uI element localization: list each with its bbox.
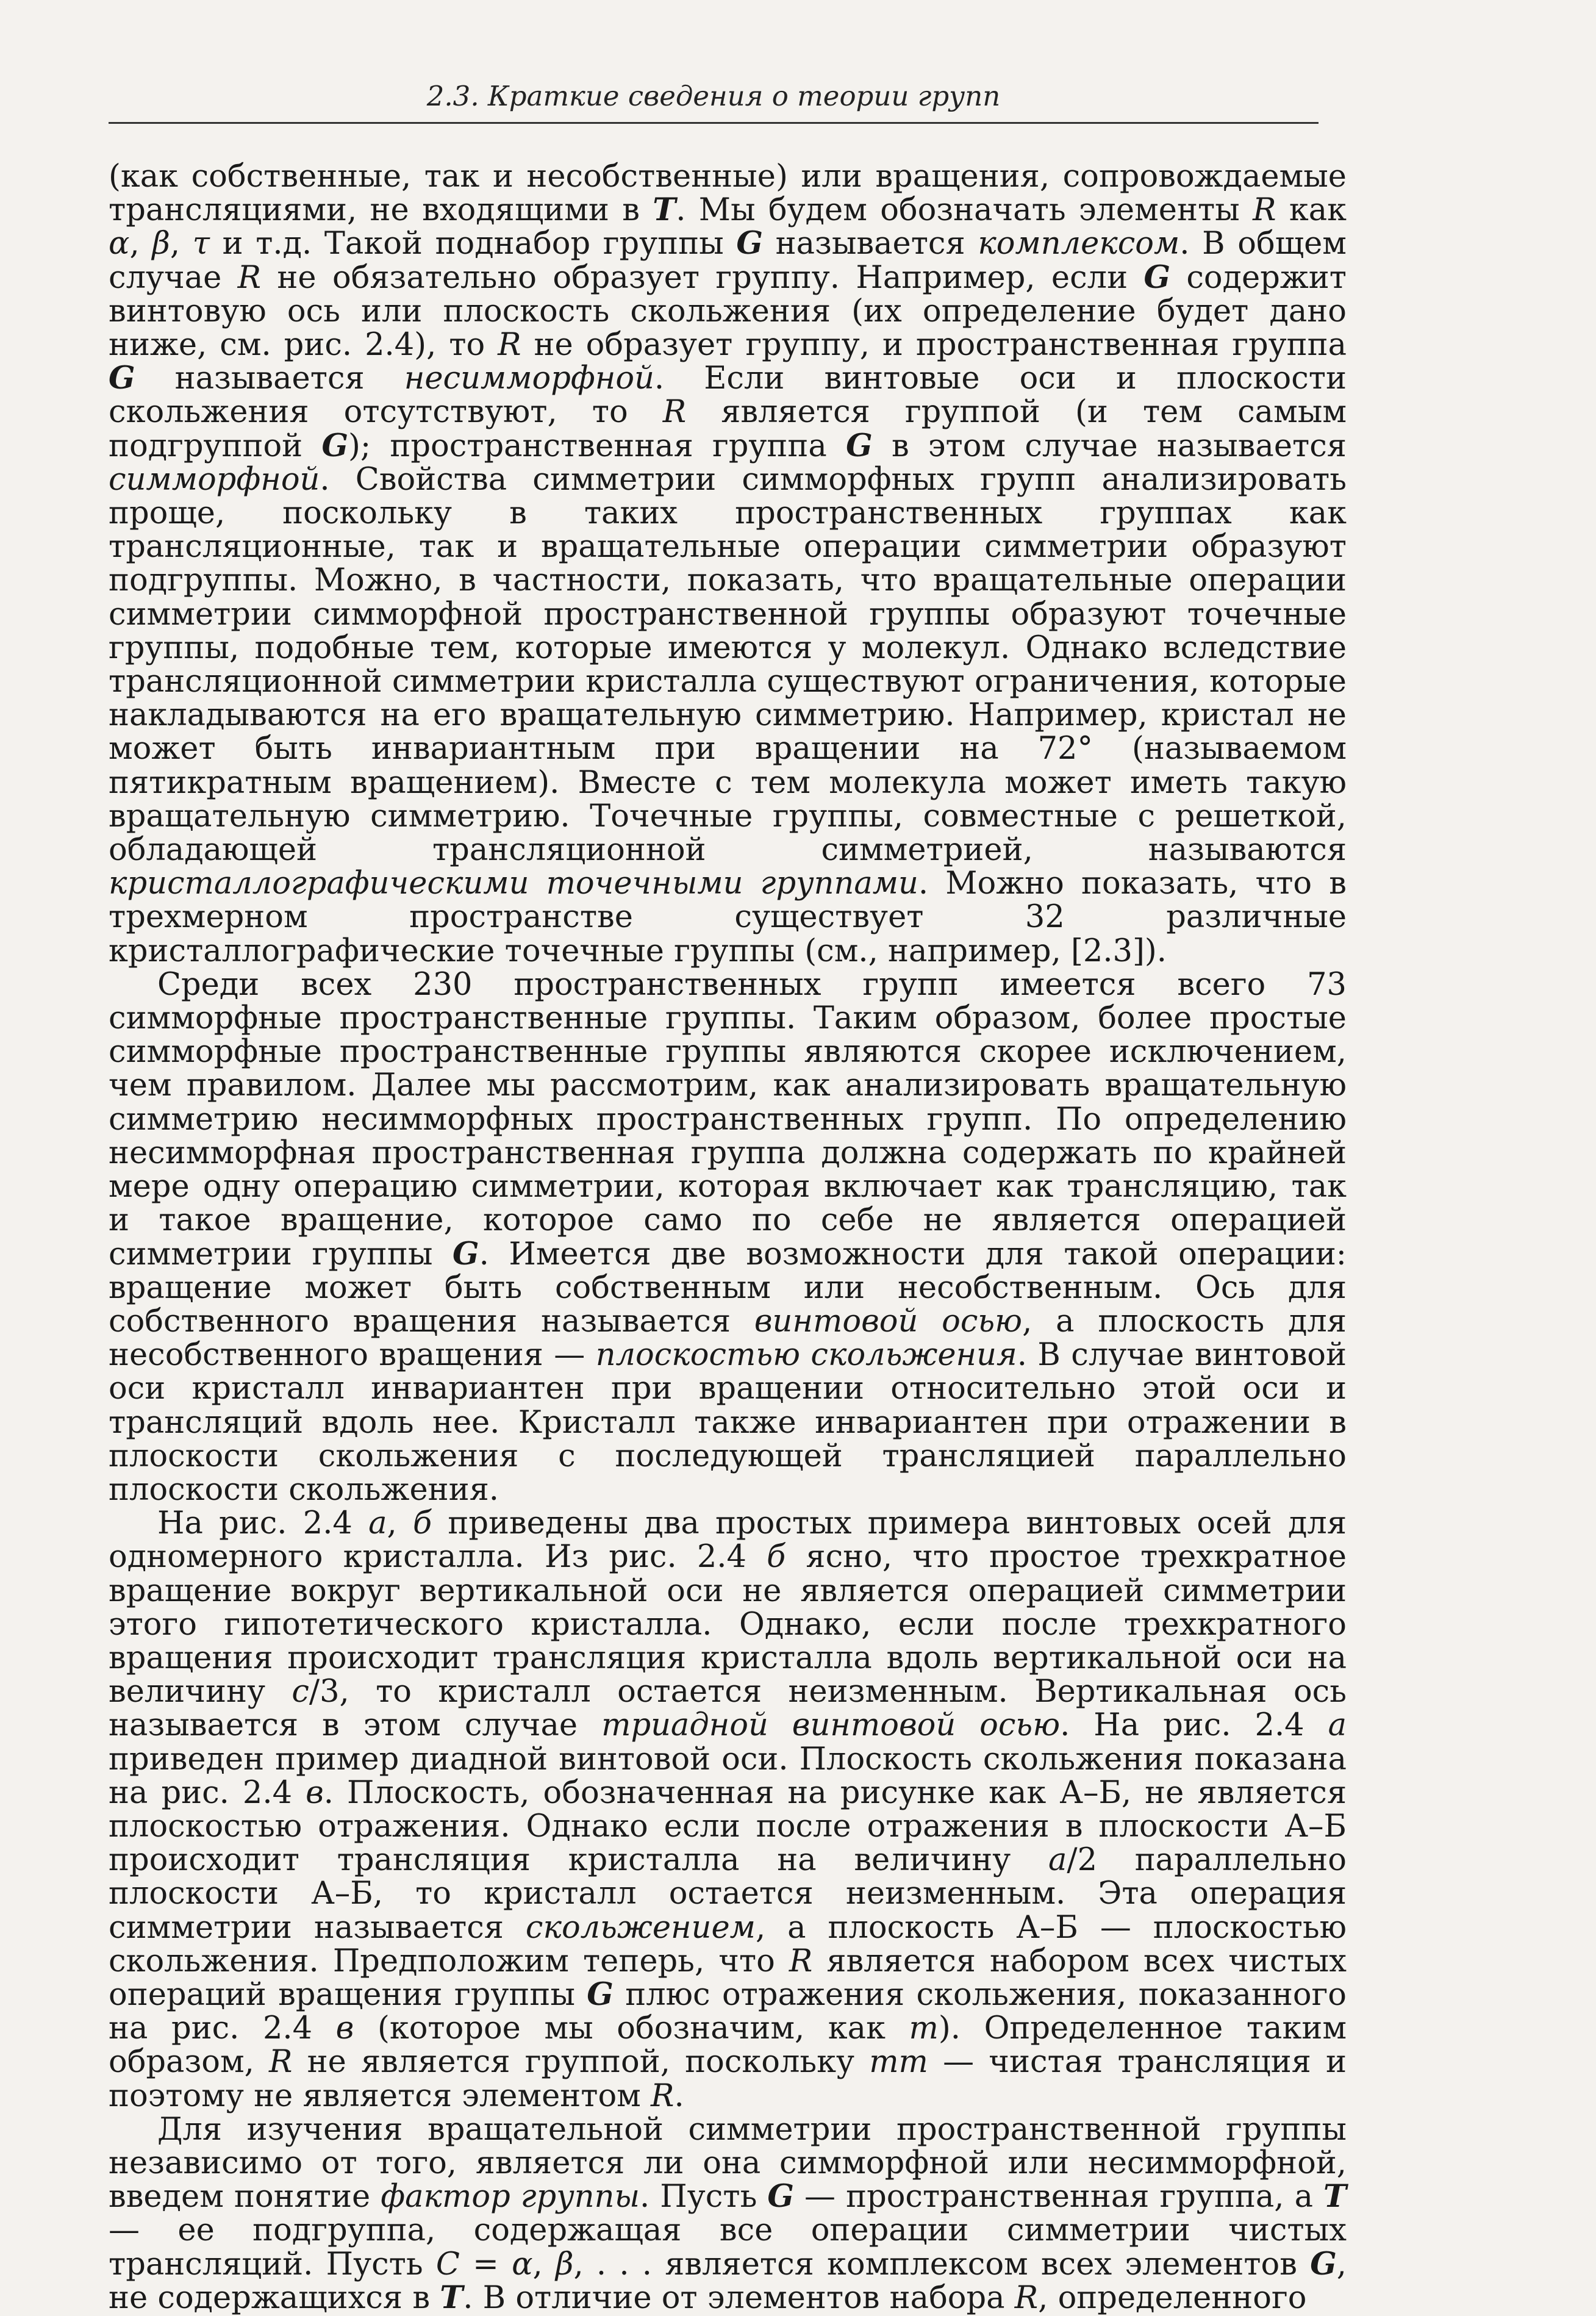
text-run: Среди всех 230 пространственных групп имеется всего 73 симморфные пространственные группы. Таким образом, более простые симморфные пространственные группы являются скорее исключением, чем правилом. Далее мы рассмотрим, как анализировать вращательную симметрию несимморфных пространственных групп. По определению несимморфная пространственная группа должна содержать по крайней мере одну операцию симметрии, которая включает как трансляцию, так и такое вращение, которое само по себе не является операцией симметрии группы xyxy=(109,966,1347,1272)
paragraph xyxy=(109,1507,1347,2113)
term-emphasis: а xyxy=(368,1505,387,1542)
math-symbol-bold: G xyxy=(109,360,135,397)
paragraph xyxy=(109,968,1347,1507)
text-run: — чистая трансляция и поэтому не является элементом xyxy=(109,2044,1347,2114)
text-run: приведены два простых примера винтовых осей для одномерного кристалла. Из рис. 2.4 xyxy=(109,1505,1347,1576)
term-emphasis: б xyxy=(412,1505,432,1542)
text-run: и т.д. Такой поднабор группы xyxy=(209,226,737,262)
math-symbol-bold: T xyxy=(653,192,676,229)
text-run: (как собственные, так и несобственные) или вращения, сопровождаемые трансляциями, не входящими в xyxy=(109,159,1347,229)
text-run: /3, то кристалл остается неизменным. Вертикальная ось называется в этом случае xyxy=(109,1674,1347,1744)
term-emphasis: б xyxy=(767,1539,786,1576)
math-symbol: β xyxy=(556,2246,574,2282)
text-run: . Свойства симметрии симморфных групп анализировать проще, поскольку в таких пространственных группах как трансляционные, так и вращательные операции симметрии образуют подгруппы. Можно, в частности, показать, что вращательные операции симметрии симморфной пространственной группы образуют точечные группы, подобные тем, которые имеются у молекул. Однако вследствие трансляционной симметрии кристалла существуют ограничения, которые накладываются на его вращательную симметрию. Например, кристал не может быть инвариантным при вращении на 72° (называемом пятикратным вращением). Вместе с тем молекула может иметь такую вращательную симметрию. Точечные группы, совместные с решеткой, обладающей трансляционной симметрией, называются xyxy=(109,461,1347,869)
math-symbol: R xyxy=(1253,192,1276,229)
text-run: приведен пример диадной винтовой оси. Плоскость скольжения показана на рис. 2.4 xyxy=(109,1741,1347,1811)
math-symbol: R xyxy=(237,259,262,296)
text-run: /2 параллельно плоскости А–Б, то кристалл остается неизменным. Эта операция симметрии называется xyxy=(109,1842,1347,1946)
math-symbol: R xyxy=(662,394,687,431)
text-run: ); пространственная группа xyxy=(348,428,846,464)
text-run: , не содержащихся в xyxy=(109,2246,1347,2316)
text-run: не является группой, поскольку xyxy=(292,2044,870,2081)
term-emphasis: плоскостью скольжения xyxy=(595,1337,1017,1374)
term-emphasis: кристаллографическими точечными группами xyxy=(109,866,918,902)
math-symbol-bold: G xyxy=(1310,2245,1337,2282)
text-run: называется xyxy=(762,226,978,262)
term-emphasis: симморфной xyxy=(109,461,320,498)
math-symbol: τ xyxy=(192,226,210,262)
text-run: . Имеется две возможности для такой операции: вращение может быть собственным или несобственным. Ось для собственного вращения называется xyxy=(109,1236,1347,1339)
text-run: , определенного xyxy=(1038,2279,1307,2316)
text-run: содержит винтовую ось или плоскость скольжения (их определение будет дано ниже, см. рис. 2.4), то xyxy=(109,259,1347,364)
math-symbol: a xyxy=(1048,1842,1067,1879)
text-run: не образует группу, и пространственная группа xyxy=(521,327,1347,364)
text-run: — пространственная группа, а xyxy=(793,2179,1324,2215)
math-symbol-bold: G xyxy=(1143,259,1170,296)
math-symbol-bold: G xyxy=(453,1235,479,1272)
text-run: = xyxy=(459,2246,512,2282)
text-run: ). Определенное таким образом, xyxy=(109,2010,1347,2081)
math-symbol: R xyxy=(269,2044,293,2081)
text-run: является группой (и тем самым подгруппой xyxy=(109,394,1347,464)
math-symbol: R xyxy=(651,2078,675,2114)
term-emphasis: комплексом xyxy=(978,226,1180,262)
text-run: в этом случае называется xyxy=(872,428,1347,464)
text-run: . В общем случае xyxy=(109,226,1347,296)
text-run: . В случае винтовой оси кристалл инвариантен при вращении относительно этой оси и трансляций вдоль нее. Кристалл также инвариантен при отражении в плоскости скольжения с последующей трансляцией параллельно плоскости скольжения. xyxy=(109,1337,1347,1508)
math-symbol-bold: G xyxy=(321,427,348,464)
header-rule xyxy=(109,122,1319,124)
math-symbol: m xyxy=(909,2010,939,2047)
text-run: Для изучения вращательной симметрии пространственной группы независимо от того, является ли она симморфной или несимморфной, введем понятие xyxy=(109,2111,1347,2215)
term-emphasis: винтовой осью xyxy=(754,1303,1023,1339)
text-run: , а плоскость А–Б — плоскостью скольжения. Предположим теперь, что xyxy=(109,1909,1347,1979)
term-emphasis: в xyxy=(335,2010,354,2047)
text-run: , а плоскость для несобственного вращения — xyxy=(109,1303,1347,1374)
text-run: . На рис. 2.4 xyxy=(1060,1707,1328,1744)
math-symbol-bold: G xyxy=(767,2178,794,2215)
text-run: называется xyxy=(135,360,404,397)
text-run: . xyxy=(674,2078,684,2114)
text-run: ясно, что простое трехкратное вращение вокруг вертикальной оси не является операцией симметрии этого гипотетического кристалла. Однако, если после трехкратного вращения происходит трансляция кристалла вдоль вертикальной оси на величину xyxy=(109,1539,1347,1710)
math-symbol-bold: G xyxy=(736,225,763,262)
text-run: . Можно показать, что в трехмерном пространстве существует 32 различные кристаллографические точечные группы (см., например, [2.3]). xyxy=(109,866,1347,969)
math-symbol: α xyxy=(512,2246,533,2282)
text-run: плюс отражения скольжения, показанного на рис. 2.4 xyxy=(109,1976,1347,2047)
term-emphasis: триадной винтовой осью xyxy=(601,1707,1061,1744)
term-emphasis: скольжением xyxy=(525,1909,756,1946)
text-run: , xyxy=(532,2246,556,2282)
math-symbol-bold: G xyxy=(587,1976,614,2013)
term-emphasis: в xyxy=(306,1774,324,1811)
text-run: . Пусть xyxy=(640,2179,768,2215)
running-header: 2.3. Краткие сведения о теории групп xyxy=(426,80,1001,112)
text-run: . В отличие от элементов набора xyxy=(463,2279,1015,2316)
term-emphasis: несимморфной xyxy=(404,360,654,397)
text-run: , xyxy=(129,226,152,262)
math-symbol-bold: T xyxy=(1323,2178,1347,2215)
math-symbol: C xyxy=(435,2246,460,2282)
text-run: . Мы будем обозначать элементы xyxy=(676,192,1253,229)
math-symbol: α xyxy=(109,226,130,262)
math-symbol: R xyxy=(1014,2279,1039,2316)
math-symbol-bold: T xyxy=(440,2279,463,2316)
text-run: является набором всех чистых операций вращения группы xyxy=(109,1943,1347,2013)
text-run: — ее подгруппа, содержащая все операции симметрии чистых трансляций. Пусть xyxy=(109,2212,1347,2282)
text-run: , . . . является комплексом всех элементов xyxy=(573,2246,1311,2282)
term-emphasis: а xyxy=(1328,1707,1347,1744)
math-symbol: R xyxy=(789,1943,813,1979)
text-run: не обязательно образует группу. Например, если xyxy=(261,259,1144,296)
body-text xyxy=(109,160,1347,2315)
math-symbol: β xyxy=(152,226,170,262)
text-run: , xyxy=(170,226,193,262)
text-run: , xyxy=(387,1505,413,1542)
text-run: На рис. 2.4 xyxy=(157,1505,369,1542)
term-emphasis: фактор группы xyxy=(381,2179,640,2215)
text-run: . Плоскость, обозначенная на рисунке как А–Б, не является плоскостью отражения. Однако если после отражения в плоскости А–Б происходит трансляция кристалла на величину xyxy=(109,1774,1347,1879)
math-symbol: R xyxy=(498,327,521,364)
math-symbol: c xyxy=(292,1674,309,1710)
text-run: (которое мы обозначим, как xyxy=(354,2010,909,2047)
paragraph xyxy=(109,2113,1347,2315)
text-run: как xyxy=(1276,192,1347,229)
paragraph xyxy=(109,160,1347,968)
math-symbol: mm xyxy=(869,2044,928,2081)
math-symbol-bold: G xyxy=(846,427,873,464)
text-run: . Если винтовые оси и плоскости скольжения отсутствуют, то xyxy=(109,360,1347,431)
